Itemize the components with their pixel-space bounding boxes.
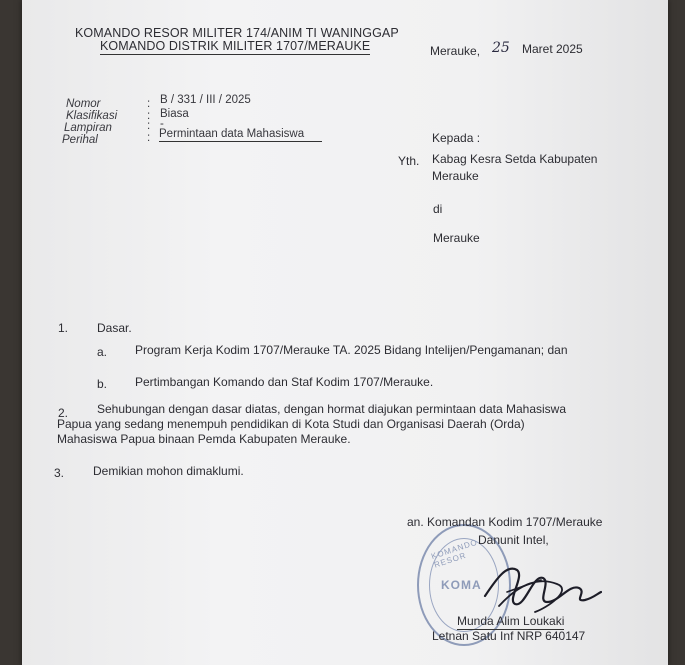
point-2-line-3: Mahasiswa Papua binaan Pemda Kabupaten Merauke. xyxy=(57,432,351,446)
point-b-label: b. xyxy=(97,377,108,391)
point-2-number: 2. xyxy=(58,406,69,420)
signature-an: an. Komandan Kodim 1707/Merauke xyxy=(407,515,603,529)
handwritten-signature xyxy=(477,556,602,618)
klasifikasi-colon: : xyxy=(147,110,151,122)
lampiran-label: Lampiran xyxy=(64,122,112,134)
nomor-value: B / 331 / III / 2025 xyxy=(160,94,251,106)
date-place: Merauke, xyxy=(430,44,481,58)
klasifikasi-value: Biasa xyxy=(160,108,189,120)
signatory-name: Munda Alim Loukaki xyxy=(457,614,565,628)
perihal-value: Permintaan data Mahasiswa xyxy=(159,128,322,142)
point-3-number: 3. xyxy=(54,466,65,480)
recipient-line-2: Merauke xyxy=(432,169,479,183)
stamp-arc-text: KOMANDO RESOR xyxy=(430,537,479,570)
point-1-text: Dasar. xyxy=(97,321,132,335)
point-2-line-1: Sehubungan dengan dasar diatas, dengan hormat diajukan permintaan data Mahasiswa xyxy=(97,402,566,416)
stamp-center-text: KOMA xyxy=(441,578,482,592)
point-a-label: a. xyxy=(97,345,108,359)
letter-paper xyxy=(22,0,668,665)
point-3-text: Demikian mohon dimaklumi. xyxy=(93,464,244,478)
point-1-number: 1. xyxy=(58,321,69,335)
nomor-label: Nomor xyxy=(66,98,101,110)
lampiran-value: - xyxy=(160,118,164,130)
header-line-2: KOMANDO DISTRIK MILITER 1707/MERAUKE xyxy=(100,39,371,53)
recipient-line-1: Kabag Kesra Setda Kabupaten xyxy=(432,152,598,166)
klasifikasi-label: Klasifikasi xyxy=(66,110,118,122)
perihal-colon: : xyxy=(147,132,151,144)
recipient-place: Merauke xyxy=(433,231,480,245)
point-b-text: Pertimbangan Komando dan Staf Kodim 1707/Merauke. xyxy=(135,375,434,389)
signatory-rank: Letnan Satu Inf NRP 640147 xyxy=(432,629,586,643)
kepada-label: Kepada : xyxy=(432,131,481,145)
date-month-year: Maret 2025 xyxy=(522,42,583,56)
recipient-di: di xyxy=(433,202,443,216)
signature-title: Danunit Intel, xyxy=(478,533,549,547)
perihal-label: Perihal xyxy=(62,134,98,146)
nomor-colon: : xyxy=(147,98,151,110)
date-day-handwritten: 25 xyxy=(492,40,510,56)
header-line-1: KOMANDO RESOR MILITER 174/ANIM TI WANINGGAP xyxy=(75,26,399,40)
point-a-text: Program Kerja Kodim 1707/Merauke TA. 2025 Bidang Intelijen/Pengamanan; dan xyxy=(135,343,568,357)
point-2-line-2: Papua yang sedang menempuh pendidikan di Kota Studi dan Organisasi Daerah (Orda) xyxy=(57,417,525,431)
yth-label: Yth. xyxy=(398,154,420,168)
lampiran-colon: : xyxy=(147,120,151,132)
